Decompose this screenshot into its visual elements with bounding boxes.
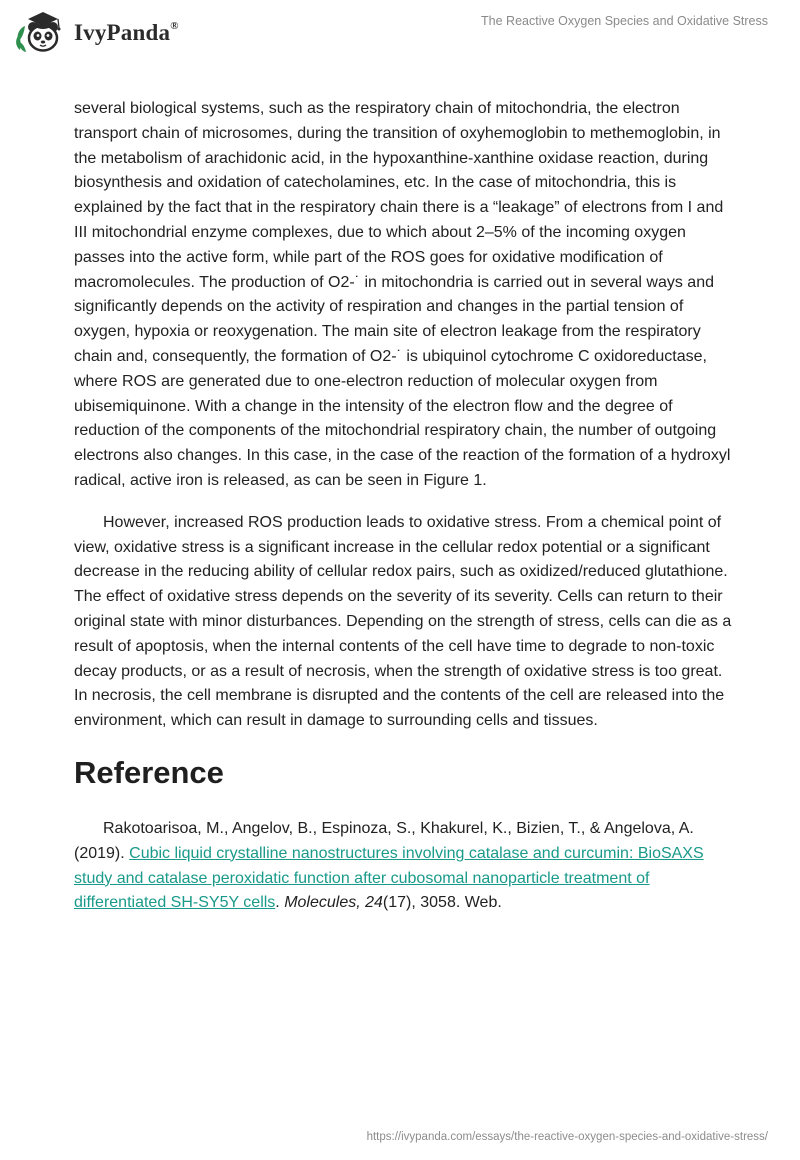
- reference-entry: [74, 817, 734, 916]
- reference-link[interactable]: Cubic liquid crystalline nanostructures involving catalase and curcumin: BioSAXS study and catalase peroxidatic function after cubosomal nanoparticle treatment of differentiated SH-SY5Y cells: [74, 844, 704, 912]
- body-paragraph-2: However, increased ROS production leads to oxidative stress. From a chemical point of view, oxidative stress is a significant increase in the cellular redox potential or a significant decrease in the reducing ability of cellular redox pairs, such as oxidized/reduced glutathione. The effect of oxidative stress depends on the severity of its severity. Cells can return to their original state with minor disturbances. Depending on the strength of stress, cells can die as a result of apoptosis, when the internal contents of the cell have time to degrade to non-toxic decay products, or as a result of necrosis, when the strength of oxidative stress is too great. In necrosis, the cell membrane is disrupted and the contents of the cell are released into the environment, which can result in damage to surrounding cells and tissues.: [74, 513, 732, 730]
- reference-after-link: .: [275, 894, 285, 912]
- reference-authors: Rakotoarisoa, M., Angelov, B., Espinoza, S., Khakurel, K., Bizien, T., & Angelova, A. (2019).: [74, 819, 694, 862]
- essay-content: [74, 97, 734, 916]
- ivypanda-logo[interactable]: [14, 8, 179, 56]
- reference-journal: Molecules, 24: [284, 894, 383, 912]
- brand-name: IvyPanda®: [74, 20, 179, 45]
- panda-graduate-icon: [14, 8, 68, 56]
- registered-mark: ®: [170, 20, 179, 33]
- page-header: [0, 0, 800, 66]
- footer-url[interactable]: https://ivypanda.com/essays/the-reactive-oxygen-species-and-oxidative-stress/: [366, 1131, 768, 1143]
- body-paragraph-1: several biological systems, such as the respiratory chain of mitochondria, the electron transport chain of microsomes, during the transition of oxyhemoglobin to methemoglobin, in the metabolism of arachidonic acid, in the hypoxanthine-xanthine oxidase reaction, during biosynthesis and oxidation of catecholamines, etc. In the case of mitochondria, this is explained by the fact that in the respiratory chain there is a “leakage” of electrons from I and III mitochondrial enzyme complexes, due to which about 2–5% of the incoming oxygen passes into the active form, while part of the ROS goes for oxidative modification of macromolecules. The production of O2-˙ in mitochondria is carried out in several ways and significantly depends on the activity of respiration and changes in the partial tension of oxygen, hypoxia or reoxygenation. The main site of electron leakage from the respiratory chain and, consequently, the formation of O2-˙ is ubiquinol cytochrome C oxidoreductase, where ROS are generated due to one-electron reduction of molecular oxygen from ubisemiquinone. With a change in the intensity of the electron flow and the degree of reduction of the components of the mitochondrial respiratory chain, the number of outgoing electrons also changes. In this case, in the case of the reaction of the formation of a hydroxyl radical, active iron is released, as can be seen in Figure 1.: [74, 100, 731, 489]
- essay-title: The Reactive Oxygen Species and Oxidative Stress: [481, 14, 768, 28]
- reference-issue: (17), 3058. Web.: [382, 894, 502, 912]
- reference-heading: Reference: [74, 754, 224, 790]
